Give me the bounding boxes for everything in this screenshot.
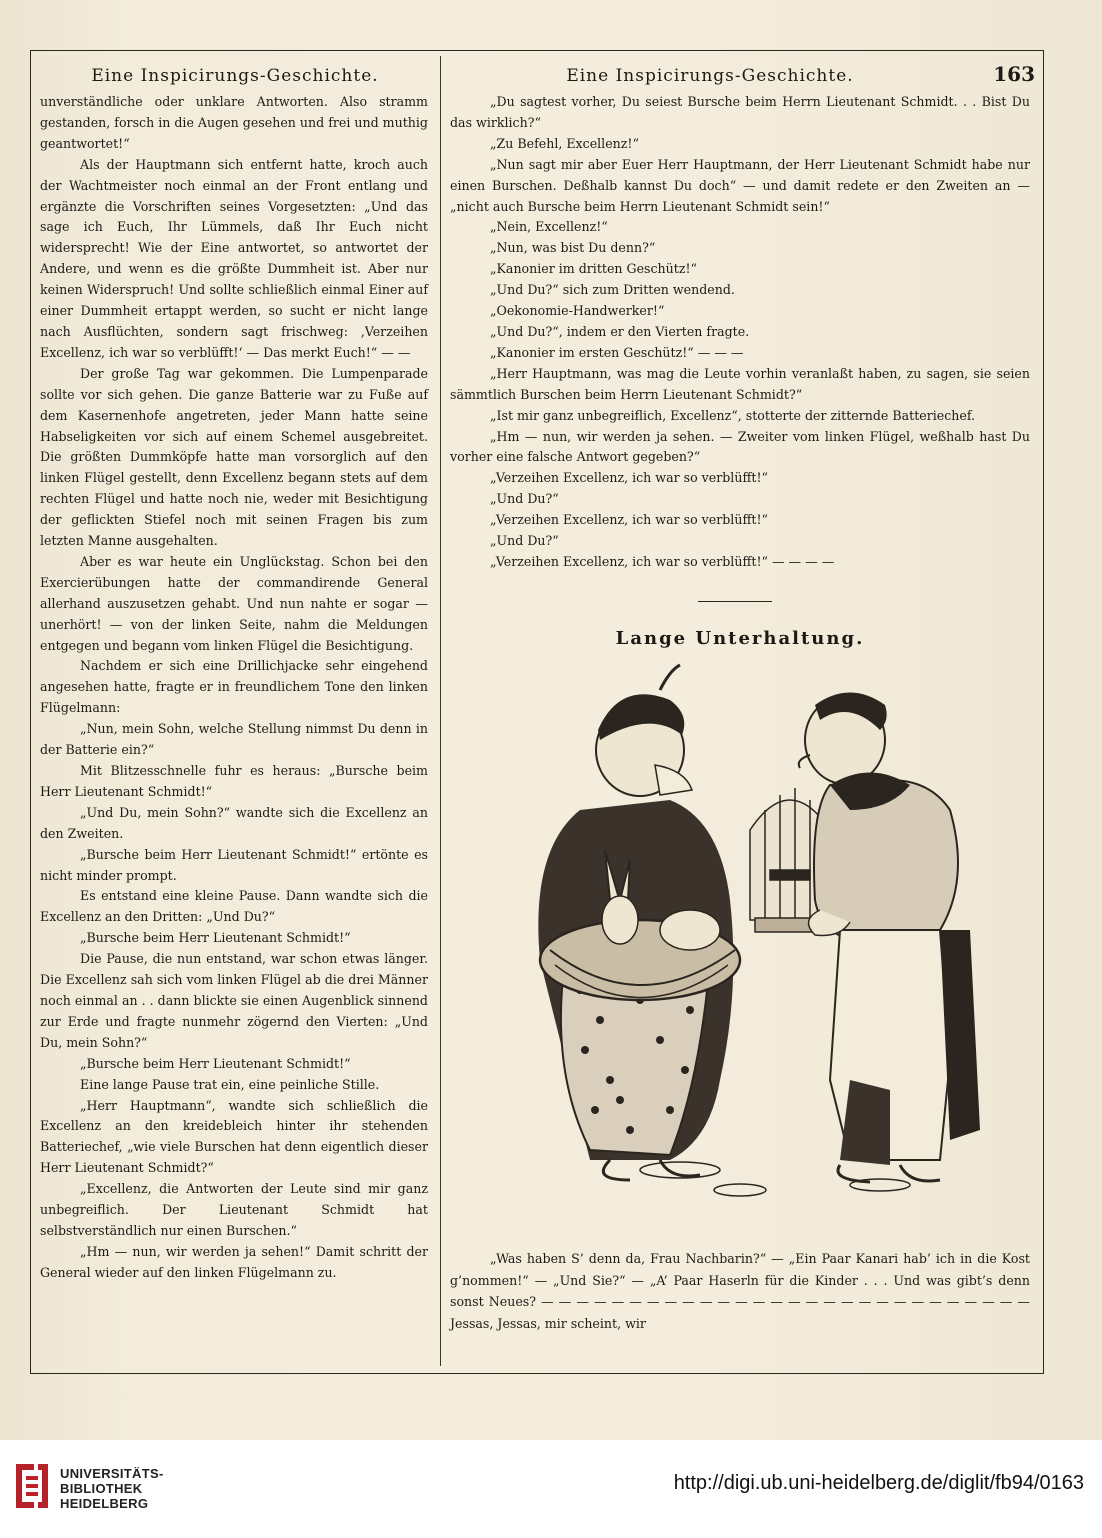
right-column-paragraph: „Kanonier im dritten Geschütz!“ — [490, 261, 697, 277]
illustration-caption — [450, 1248, 1030, 1334]
right-column-paragraph: „Und Du?“ sich zum Dritten wendend. — [490, 282, 735, 298]
woman-with-birdcage-figure — [799, 693, 980, 1183]
left-column-paragraph: Aber es war heute ein Unglückstag. Schon bei den Exercierübungen hatte der commandirende General allerhand auszusetzen gehabt. Und nun nahte er sogar — unerhört! — von der linken Seite, nahm die Meldungen entgegen und begann vom linken Flügel die Besichtigung. — [40, 553, 428, 653]
left-column-paragraph: Der große Tag war gekommen. Die Lumpenparade sollte vor sich gehen. Die ganze Batterie war zu Fuße auf dem Kasernenhofe angetreten, jeder Mann hatte seine Habseligkeiten vor sich auf einem Schemel ausgebreitet. Die größten Dummköpfe hatte man vorsorglich auf den linken Flügel gestellt, denn Excellenz begann stets auf dem rechten Flügel und hatte noch nie, weder mit Besichtigung der geflickten Stiefel noch mit seinen Fragen bis zum letzten Manne ausgehalten. — [40, 365, 428, 549]
library-name-line3: HEIDELBERG — [60, 1496, 149, 1511]
digital-object-url-link[interactable]: http://digi.ub.uni-heidelberg.de/diglit/fb94/0163 — [673, 1472, 1084, 1494]
right-column-paragraph: „Oekonomie-Handwerker!“ — [490, 303, 665, 319]
section-rule — [698, 601, 772, 602]
left-column-paragraph: „Und Du, mein Sohn?“ wandte sich die Excellenz an den Zweiten. — [40, 804, 428, 841]
column-divider — [440, 56, 441, 1366]
left-column-paragraph: „Nun, mein Sohn, welche Stellung nimmst Du denn in der Batterie ein?“ — [40, 721, 428, 758]
right-column-paragraph: „Und Du?“ — [490, 491, 559, 507]
left-column-paragraph: Es entstand eine kleine Pause. Dann wandte sich die Excellenz an den Dritten: „Und Du?“ — [40, 888, 428, 925]
left-column-paragraph: Eine lange Pause trat ein, eine peinliche Stille. — [80, 1076, 380, 1092]
right-column-paragraph: „Hm — nun, wir werden ja sehen. — Zweiter vom linken Flügel, weßhalb hast Du vorher eine falsche Antwort gegeben?“ — [450, 428, 1030, 465]
left-column-paragraph: „Herr Hauptmann“, wandte sich schließlich die Excellenz an den kreidebleich hinter ihr stehenden Batteriechef, „wie viele Burschen hat denn eigentlich dieser Herr Lieutenant Schmidt?“ — [40, 1097, 428, 1176]
page-number: 163 — [993, 62, 1035, 86]
left-column-paragraph: Nachdem er sich eine Drillichjacke sehr eingehend angesehen hatte, fragte er in freundlichem Tone den linken Flügelmann: — [40, 658, 428, 716]
left-column-paragraph: Mit Blitzesschnelle fuhr es heraus: „Bursche beim Herr Lieutenant Schmidt!“ — [40, 763, 428, 799]
illustration-title: Lange Unterhaltung. — [615, 628, 865, 649]
right-column-paragraph: „Nun, was bist Du denn?“ — [490, 240, 656, 256]
right-text-column — [450, 92, 1030, 573]
right-column-paragraph: „Verzeihen Excellenz, ich war so verblüfft!“ — — — — — [490, 553, 835, 569]
cartoon-illustration — [470, 660, 1030, 1220]
library-name-line2: BIBLIOTHEK — [60, 1481, 143, 1496]
left-column-paragraph: „Bursche beim Herr Lieutenant Schmidt!“ — [80, 1055, 351, 1071]
right-column-paragraph: „Nein, Excellenz!“ — [490, 219, 608, 235]
library-name — [60, 1466, 164, 1511]
right-column-paragraph: „Verzeihen Excellenz, ich war so verblüfft!“ — [490, 470, 768, 486]
right-column-paragraph: „Ist mir ganz unbegreiflich, Excellenz“, stotterte der zitternde Batteriechef. — [490, 407, 976, 423]
running-head-right: Eine Inspicirungs-Geschichte. — [566, 66, 854, 86]
left-column-paragraph: Die Pause, die nun entstand, war schon etwas länger. Die Excellenz sah sich vom linken Flügel ab die drei Männer noch einmal an . . dann blickte sie einen Augenblick sinnend zur Erde und fragte nunmehr zögernd den Vierten: „Und Du, mein Sohn?“ — [40, 951, 428, 1050]
library-footer — [0, 1440, 1102, 1538]
right-column-paragraph: „Zu Befehl, Excellenz!“ — [490, 135, 639, 151]
left-text-column — [40, 92, 428, 1284]
caption-text: „Was haben S’ denn da, Frau Nachbarin?“ — „Ein Paar Kanari hab’ ich in die Kost g’nommen!“ — „Und Sie?“ — „A’ Paar Haserln für die Kinder . . . Und was gibt’s denn sonst Neues? — — — — — — — — — — — — — — — — — — — — — — — — — — — — Jessas, Jessas, mir scheint, wir — [450, 1251, 1030, 1331]
right-column-paragraph: „Und Du?“ — [490, 533, 559, 549]
woman-with-basket-figure — [538, 665, 740, 1180]
right-column-paragraph: „Und Du?“, indem er den Vierten fragte. — [490, 323, 750, 339]
right-column-paragraph: „Verzeihen Excellenz, ich war so verblüfft!“ — [490, 512, 768, 528]
left-column-paragraph: „Bursche beim Herr Lieutenant Schmidt!“ ertönte es nicht minder prompt. — [40, 846, 428, 883]
right-column-paragraph: „Kanonier im ersten Geschütz!“ — — — — [490, 344, 744, 360]
left-column-paragraph: unverständliche oder unklare Antworten. Also stramm gestanden, forsch in die Augen gesehen und frei und muthig geantwortet!“ — [40, 94, 428, 151]
university-library-logo-icon — [12, 1458, 52, 1514]
right-column-paragraph: „Herr Hauptmann, was mag die Leute vorhin veranlaßt haben, zu sagen, sie seien sämmtlich Burschen beim Herrn Lieutenant Schmidt?“ — [450, 365, 1030, 402]
left-column-paragraph: Als der Hauptmann sich entfernt hatte, kroch auch der Wachtmeister noch einmal an der Front entlang und ergänzte die Vorschriften seines Vorgesetzten: „Und das sage ich Euch, Ihr Lümmels, daß Ihr Euch nicht widersprecht! Wie der Eine antwortet, so antwortet der Andere, und wenn es die größte Dummheit ist. Aber nur keinen Widerspruch! Und sollte schließlich einmal Einer auf einer Dummheit ertappt werden, so sucht er nicht lange nach Ausflüchten, sondern sagt frischweg: ‚Verzeihen Excellenz, ich war so verblüfft!‘ — Das merkt Euch!“ — — — [40, 156, 428, 360]
library-name-line1: UNIVERSITÄTS- — [60, 1466, 164, 1481]
right-column-paragraph: „Du sagtest vorher, Du seiest Bursche beim Herrn Lieutenant Schmidt. . . Bist Du das wirklich?“ — [450, 94, 1030, 130]
right-column-paragraph: „Nun sagt mir aber Euer Herr Hauptmann, der Herr Lieutenant Schmidt habe nur einen Burschen. Deßhalb kannst Du doch“ — und damit redete er den Zweiten an — „nicht auch Bursche beim Herrn Lieutenant Schmidt sein!“ — [450, 156, 1030, 214]
left-column-paragraph: „Bursche beim Herr Lieutenant Schmidt!“ — [80, 930, 351, 946]
left-column-paragraph: „Hm — nun, wir werden ja sehen!“ Damit schritt der General wieder auf den linken Flügelmann zu. — [40, 1243, 428, 1280]
running-head-left: Eine Inspicirungs-Geschichte. — [91, 66, 379, 86]
left-column-paragraph: „Excellenz, die Antworten der Leute sind mir ganz unbegreiflich. Der Lieutenant Schmidt hat selbstverständlich nur einen Burschen.“ — [40, 1181, 428, 1238]
